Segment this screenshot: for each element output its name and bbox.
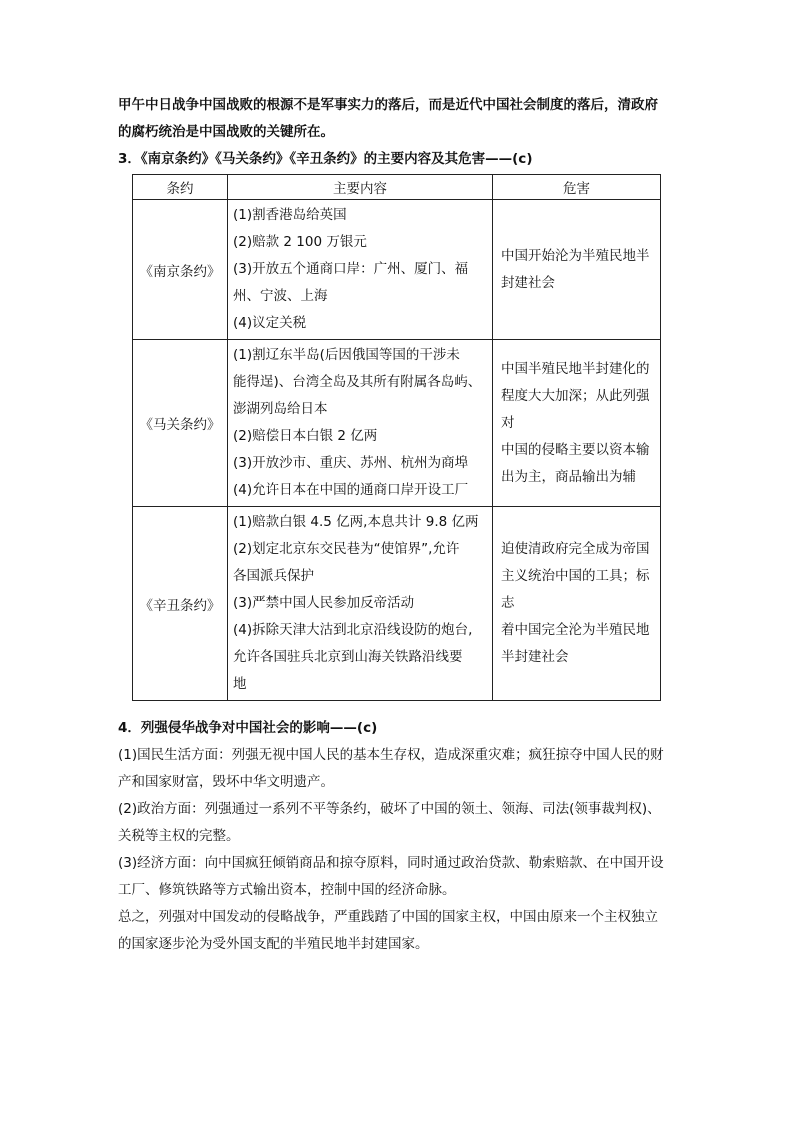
treaty-content	[228, 200, 493, 340]
header-main-content: 主要内容	[228, 175, 493, 200]
treaty-harm	[493, 507, 661, 701]
paragraph-line: 总之，列强对中国发动的侵略战争，严重践踏了中国的国家主权，中国由原来一个主权独立	[118, 909, 658, 925]
intro-paragraph	[118, 92, 678, 146]
harm-line: 出为主，商品输出为辅	[501, 468, 636, 485]
paragraph-line: 工厂、修筑铁路等方式输出资本，控制中国的经济命脉。	[118, 882, 456, 898]
paragraph-line: (3)经济方面：向中国疯狂倾销商品和掠夺原料，同时通过政治贷款、勒索赔款、在中国开设	[118, 855, 664, 871]
treaty-content	[228, 340, 493, 507]
treaties-table	[132, 174, 661, 701]
table-header-row	[133, 175, 661, 200]
harm-line: 封建社会	[501, 274, 555, 291]
table-row	[133, 507, 661, 701]
content-line: (3)开放沙市、重庆、苏州、杭州为商埠	[233, 455, 469, 471]
harm-line: 着中国完全沦为半殖民地	[501, 622, 650, 638]
spacer	[118, 701, 678, 715]
intro-line-1: 甲午中日战争中国战败的根源不是军事实力的落后，而是近代中国社会制度的落后，清政府	[118, 97, 658, 113]
content-line: (4)拆除天津大沽到北京沿线设防的炮台,	[233, 622, 473, 638]
content-line: 各国派兵保护	[233, 568, 314, 584]
treaty-name: 《南京条约》	[133, 200, 228, 340]
treaty-name: 《马关条约》	[133, 340, 228, 507]
intro-line-2: 的腐朽统治是中国战败的关键所在。	[118, 124, 334, 140]
table-row	[133, 200, 661, 340]
content-line: (4)允许日本在中国的通商口岸开设工厂	[233, 482, 469, 498]
content-line: 地	[233, 676, 247, 692]
harm-line: 中国的侵略主要以资本输	[501, 441, 650, 458]
content-line: (2)赔偿日本白银 2 亿两	[233, 428, 378, 444]
content-line: 澎湖列岛给日本	[233, 401, 328, 417]
content-line: (1)割辽东半岛(后因俄国等国的干涉未	[233, 347, 460, 363]
treaty-harm	[493, 200, 661, 340]
harm-line: 迫使清政府完全成为帝国	[501, 541, 650, 557]
section-4-heading: 4．列强侵华战争对中国社会的影响——(c)	[118, 720, 378, 736]
harm-line: 中国开始沦为半殖民地半	[501, 247, 650, 264]
table-row	[133, 340, 661, 507]
paragraph-politics	[118, 796, 678, 850]
content-line: (3)开放五个通商口岸：广州、厦门、福	[233, 261, 469, 277]
content-line: (3)严禁中国人民参加反帝活动	[233, 595, 415, 611]
paragraph-line: 的国家逐步沦为受外国支配的半殖民地半封建国家。	[118, 936, 429, 952]
paragraph-line: 关税等主权的完整。	[118, 828, 240, 844]
content-line: (4)议定关税	[233, 315, 307, 331]
content-line: 州、宁波、上海	[233, 288, 328, 304]
content-line: 能得逞)、台湾全岛及其所有附属各岛屿、	[233, 374, 482, 390]
header-harm: 危害	[493, 175, 661, 200]
header-treaty: 条约	[133, 175, 228, 200]
paragraph-economy	[118, 850, 678, 904]
content-line: (2)划定北京东交民巷为“使馆界”,允许	[233, 541, 460, 557]
treaty-name: 《辛丑条约》	[133, 507, 228, 701]
document-page	[118, 92, 678, 958]
paragraph-livelihood	[118, 742, 678, 796]
content-line: (1)割香港岛给英国	[233, 207, 347, 223]
content-line: 允许各国驻兵北京到山海关铁路沿线要	[233, 649, 463, 665]
treaty-content	[228, 507, 493, 701]
treaty-harm	[493, 340, 661, 507]
harm-line: 中国半殖民地半封建化的	[501, 360, 650, 377]
harm-line: 主义统治中国的工具；标志	[501, 568, 650, 611]
section-3-heading: 3．《南京条约》《马关条约》《辛丑条约》的主要内容及其危害——(c)	[118, 151, 533, 167]
harm-line: 程度大大加深；从此列强对	[501, 387, 650, 431]
paragraph-line: (1)国民生活方面：列强无视中国人民的基本生存权，造成深重灾难；疯狂掠夺中国人民的财	[118, 747, 664, 763]
content-line: (1)赔款白银 4.5 亿两,本息共计 9.8 亿两	[233, 514, 479, 530]
harm-line: 半封建社会	[501, 649, 569, 665]
paragraph-line: (2)政治方面：列强通过一系列不平等条约，破坏了中国的领土、领海、司法(领事裁判权)、	[118, 801, 661, 817]
content-line: (2)赔款 2 100 万银元	[233, 234, 367, 250]
paragraph-summary	[118, 904, 678, 958]
paragraph-line: 产和国家财富，毁坏中华文明遗产。	[118, 774, 334, 790]
